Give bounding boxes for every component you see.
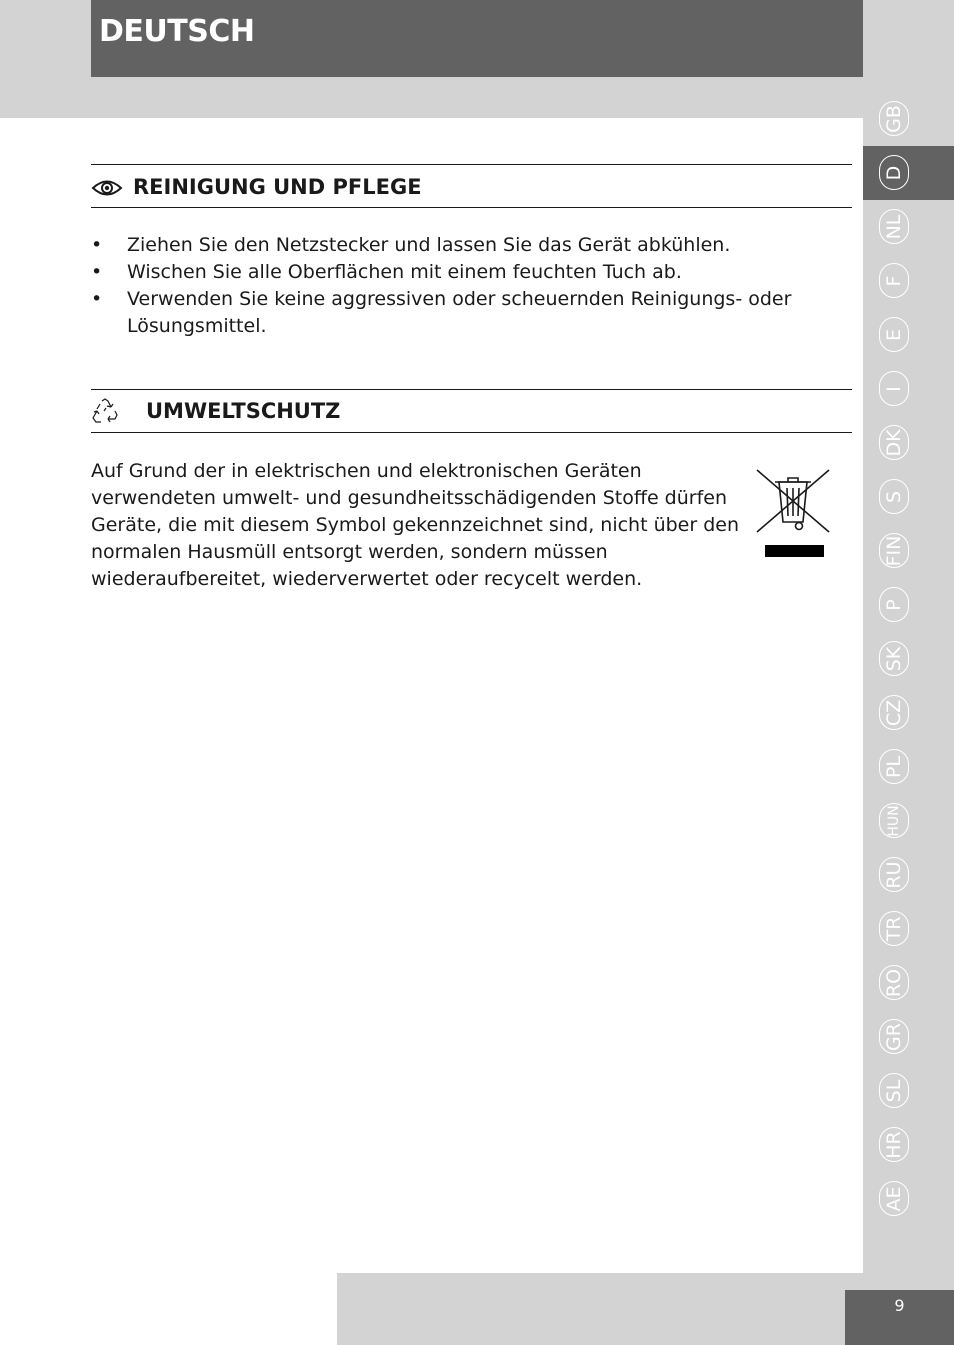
tab-code: S bbox=[882, 490, 905, 504]
tab-code: I bbox=[882, 386, 905, 392]
language-tab-gr[interactable] bbox=[863, 1010, 954, 1064]
section-rule-bottom bbox=[91, 432, 852, 433]
crossed-out-wheelie-bin-icon bbox=[755, 466, 831, 560]
language-tab-ru[interactable] bbox=[863, 848, 954, 902]
tab-code: SK bbox=[882, 646, 905, 672]
tab-code: SL bbox=[882, 1079, 905, 1103]
language-tab-dk[interactable] bbox=[863, 416, 954, 470]
tab-code: HR bbox=[882, 1131, 905, 1159]
section-rule-bottom bbox=[91, 207, 852, 208]
list-item: • Verwenden Sie keine aggressiven oder scheuernden Reinigungs- oder Lösungsmittel. bbox=[91, 288, 792, 337]
language-tab-s[interactable] bbox=[863, 470, 954, 524]
language-tab-nl[interactable] bbox=[863, 200, 954, 254]
tab-code: RU bbox=[882, 861, 905, 889]
tab-code: NL bbox=[882, 214, 905, 240]
tab-code: P bbox=[882, 599, 905, 611]
page-number: 9 bbox=[894, 1296, 905, 1315]
language-tab-ae[interactable] bbox=[863, 1172, 954, 1226]
language-tab-ro[interactable] bbox=[863, 956, 954, 1010]
language-tab-sk[interactable] bbox=[863, 632, 954, 686]
tab-code: D bbox=[882, 165, 905, 181]
language-tab-pl[interactable] bbox=[863, 740, 954, 794]
language-tab-f[interactable] bbox=[863, 254, 954, 308]
tab-code: TR bbox=[882, 916, 905, 942]
language-tab-e[interactable] bbox=[863, 308, 954, 362]
tab-code: E bbox=[882, 329, 905, 342]
list-item: • Ziehen Sie den Netzstecker und lassen Sie das Gerät abkühlen. bbox=[91, 234, 731, 256]
page-number-box bbox=[845, 1290, 954, 1345]
language-tab-fin[interactable] bbox=[863, 524, 954, 578]
tab-code: GB bbox=[882, 105, 905, 133]
tab-code: DK bbox=[882, 429, 905, 457]
tab-code: FIN bbox=[882, 535, 905, 567]
tab-code: HUN bbox=[886, 805, 902, 837]
language-tab-tr[interactable] bbox=[863, 902, 954, 956]
tab-code: GR bbox=[882, 1023, 905, 1051]
language-tab-p[interactable] bbox=[863, 578, 954, 632]
list-item: • Wischen Sie alle Oberflächen mit einem feuchten Tuch ab. bbox=[91, 261, 682, 283]
tab-code: CZ bbox=[882, 699, 905, 727]
section-rule-top bbox=[91, 164, 852, 165]
section-rule-top bbox=[91, 389, 852, 390]
section-title-cleaning: REINIGUNG UND PFLEGE bbox=[133, 175, 422, 199]
environment-text: Auf Grund der in elektrischen und elektronischen Geräten verwendeten umwelt- und gesundheitsschädigenden Stoffe dürfen Geräte, die mit diesem Symbol gekennzeichnet sind, nicht über den normalen Hausmüll entsorgt werden, sondern müssen wiederaufbereitet, wiederverwertet oder recycelt werden. bbox=[91, 460, 740, 590]
eye-icon bbox=[91, 177, 123, 199]
language-tab-sl[interactable] bbox=[863, 1064, 954, 1118]
recycle-icon bbox=[91, 398, 119, 426]
language-tab-hun[interactable] bbox=[863, 794, 954, 848]
section-title-environment: UMWELTSCHUTZ bbox=[146, 399, 341, 423]
language-tab-d[interactable] bbox=[863, 146, 954, 200]
language-tab-i[interactable] bbox=[863, 362, 954, 416]
language-title: DEUTSCH bbox=[99, 14, 255, 49]
tab-code: RO bbox=[882, 968, 905, 998]
language-tab-cz[interactable] bbox=[863, 686, 954, 740]
language-tab-hr[interactable] bbox=[863, 1118, 954, 1172]
language-tab-gb[interactable] bbox=[863, 92, 954, 146]
tab-code: PL bbox=[882, 755, 905, 779]
tab-code: AE bbox=[882, 1186, 905, 1212]
cleaning-list bbox=[91, 232, 852, 340]
language-header bbox=[91, 0, 863, 77]
tab-code: F bbox=[882, 275, 905, 287]
